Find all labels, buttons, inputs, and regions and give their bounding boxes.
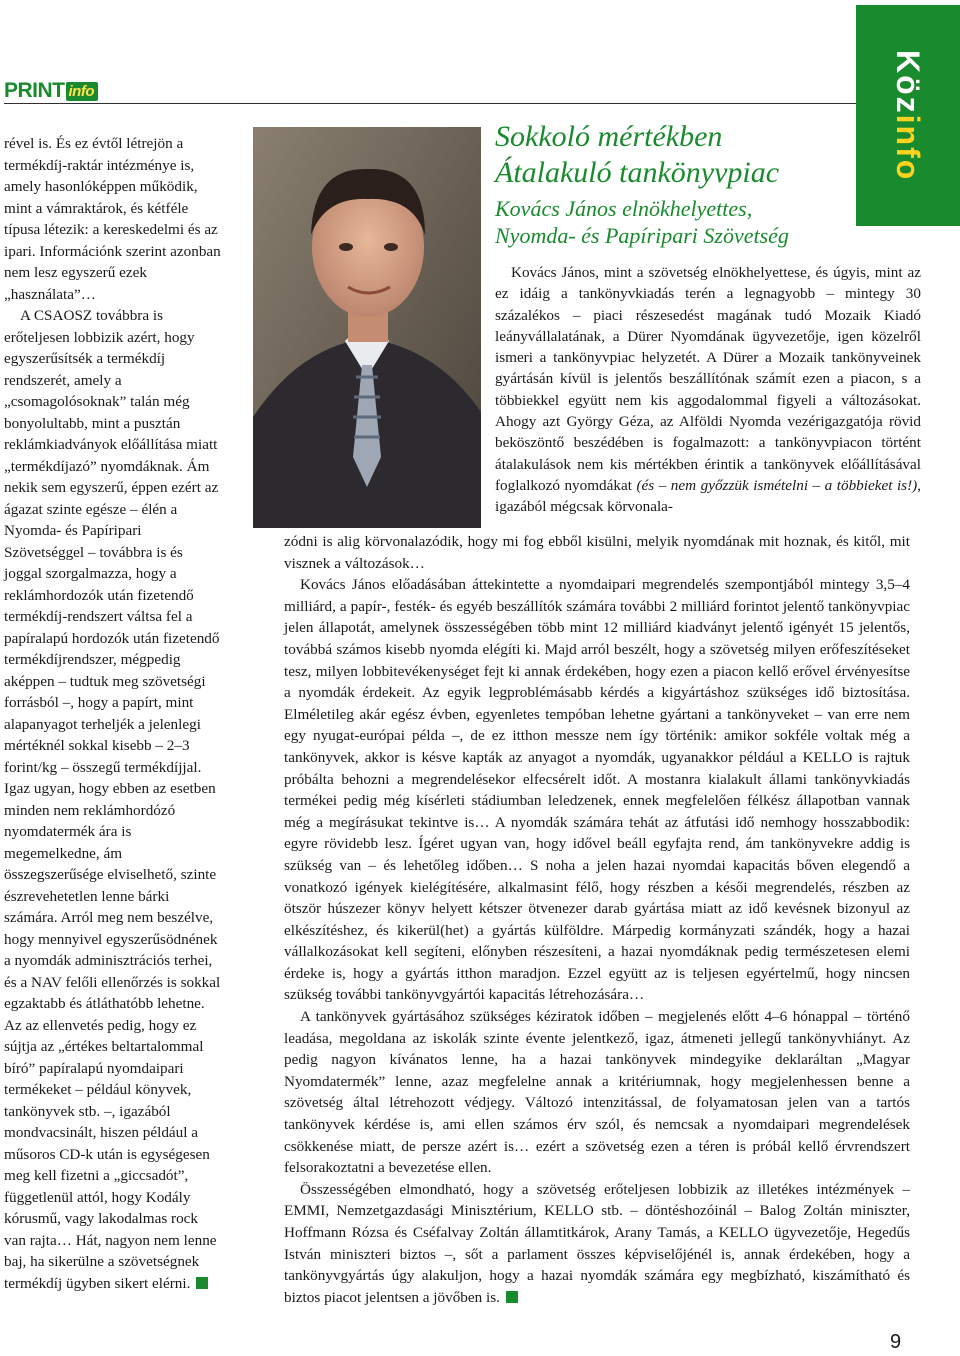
section-tab-part2: info — [890, 114, 926, 182]
left-column-paragraph-1: rével is. És ez évtől létrejön a termékdíj-raktár intézménye is, amely hasonlóképpen működik, mint a vámraktárok, és kétféle típusa létezik: a kereskedelmi és az ipari. Információnk szerint azonban nem lesz egyszerű ezek „használata”… — [4, 135, 221, 303]
logo-print-text: PRINT — [4, 79, 65, 102]
headline-subtitle-line-1: Kovács János elnökhelyettes, — [495, 196, 753, 221]
article-headline — [495, 119, 935, 249]
printinfo-logo — [4, 80, 98, 102]
lead-text-end: , igazából mégcsak körvonala- — [495, 476, 921, 516]
body-paragraph-3 — [284, 1179, 910, 1309]
article-body — [284, 531, 910, 1308]
logo-info-text: info — [66, 82, 99, 101]
body-paragraph-continued: zódni is alig körvonalazódik, hogy mi fog ebből kisülni, melyik nyomdának mit hoznak, és kitől, mit visznek a változások… — [284, 533, 910, 572]
body-paragraph-1: Kovács János előadásában áttekintette a nyomdaipari megrendelés szempontjából mintegy 3,5–4 milliárd, a papír-, festék- és egyéb beszállítók számára további 2 milliárd forintot jelentő tankönyvpiac jelen állapotát, amelynek összességében több mint 12 milliárd kiadványt jelentő igényét 15 jelentős, továbbá számos kisebb nyomda elégíti ki. Majd arról beszélt, hogy a szövetség milyen erőfeszítéseket tesz, milyen lobbitevékenységet fejt ki annak érdekében, hogy ezen a piacon kellő erővel érvényesítse a nyomdák érdekeit. Az egyik legproblémásabb kérdés a kigyártáshoz szükséges idő biztosítása. Elméletileg akár egész évben, egyenletes tempóban lehetne gyártani a tankönyveket – van erre nem egy nyugat-európai példa –, de ez itthon messze nem így történik: amikor sokféle voltak még a tankönyvek, akkor is késve kapták az anyagot a nyomdák, ugyanakkor például a KELLO is rajtuk próbálta behozni a megrendelésekor elfecsérelt időt. A mostanra kialakult állami tankönyvkiadás termékei pedig még kísérleti stádiumban leledzenek, ennek megfelelően félkész állapotban vannak még a megírásukat tekintve is… A nyomdák számára tehát az átfutási idő nemhogy hosszabbodik: egyre rövidebb lesz. Ígéret ugyan van, hogy idővel beáll egyfajta rend, ám tankönyvekre addig is szükség van – és lehetőleg időben… S noha a jelen hazai nyomdai kapacitás bőven elegendő a vonatkozó igények kielégítésére, alkalmasint félő, hogy részben a késői megrendelés, részben az ötször húszezer könyv helyett kétszer ötvenezer darab gyártása miatt az idő kevésnek bizonyul az elkészítéshez, és kikerül(het) a gyártás külföldre. Márpedig kormányzati szándék, hogy a hazai vállalkozásokat kell segíteni, előnyben részesíteni, a hazai nyomdáknak pedig természetesen elemi érdeke is, hogy a gyártás itthon maradjon. Ezzel együtt az is teljesen egyértelmű, hogy nincsen szükség további tankönyvgyártói kapacitás létrehozására… — [284, 576, 910, 1004]
left-column-paragraph-2 — [4, 305, 222, 1294]
header-rule — [4, 103, 950, 104]
headline-title-line-2: Átalakuló tankönyvpiac — [495, 156, 780, 189]
headline-subtitle-line-2: Nyomda- és Papíripari Szövetség — [495, 223, 789, 248]
body-paragraph-3-text: Összességében elmondható, hogy a szövetség erőteljesen lobbizik az illetékes intézmények – EMMI, Nemzetgazdasági Minisztérium, KELLO stb. – döntéshozóinál – Balog Zoltán miniszter, Hoffmann Rózsa és Cséfalvay Zoltán államtitkárok, Arany Tamás, a KELLO ügyvezetője, Hegedűs István miniszteri biztos –, sőt a parlament összes képviselőjénél is, annak érdekében, hogy a tankönyvgyártás úgy alakuljon, hogy a hazai nyomdák számára egy megbízható, kiszámítható és biztos piacot jelentsen a jövőben is. — [284, 1180, 910, 1306]
portrait-illustration — [253, 127, 481, 528]
body-paragraph-2: A tankönyvek gyártásához szükséges kéziratok időben – megjelenés előtt 4–6 hónappal – történő leadása, megoldana az iskolák szinte évente jelentkező, igaz, átmeneti jellegű tankönyvhiányt. Az pedig nagyon kívánatos lenne, ha a hazai tankönyvek mindegyike deklaráltan „Magyar Nyomdatermék” lenne, azaz megfelelne annak a kritériumnak, hogy megjelenhessen benne a szövetség által létrehozott védjegy. Változó intenzitással, de folyamatosan jelen van a tartós tankönyvek kérdése is, ami ellen számos érv szól, és nemcsak a nyomdaipari megrendelések csökkenése miatt, de persze azért is… ezért a szövetség ezen a téren is próbál kellő érvrendszert felsorakoztatni a bevezetése ellen. — [284, 1008, 910, 1177]
portrait-photo — [253, 127, 481, 528]
section-tab-part1: Köz — [890, 49, 926, 115]
left-column — [4, 133, 222, 1294]
lead-italic-remark: (és – nem győzzük ismételni – a többieket is!) — [636, 476, 918, 494]
lead-text: Kovács János, mint a szövetség elnökhelyettese, és úgyis, mint az ez idáig a tankönyvkiadás terén a legnagyobb – mintegy 30 százalékos – piaci részesedést magának tudó Mozaik Kiadó leányvállalatának, a Dürer Nyomdának ügyvezetője, igen közelről ismeri a tankönyvpiac helyzetét. A Dürer a Mozaik tankönyveinek gyártásán kívül is jelentős beszállítónak számít ezen a piacon, s a többiekkel együtt nem kis aggodalommal figyeli a változásokat. Ahogy azt György Géza, az Alföldi Nyomda vezérigazgatója rövid beköszöntő beszédében is fogalmazott: a tankönyvpiacon történt átalakulások nem kis mértékben érintik a tankönyvek előállításával foglalkozó nyomdákat — [495, 264, 921, 494]
page-number: 9 — [890, 1331, 902, 1353]
article-end-mark — [196, 1277, 208, 1289]
left-column-paragraph-2-text: A CSAOSZ továbbra is erőteljesen lobbizik azért, hogy egyszerűsítsék a termékdíj rendszerét, amely a „csomagolósoknak” talán még bonyolultabb, mint a pusztán reklámkiadványok előállítása miatt „termékdíjazó” nyomdáknak. Ám nekik sem egyszerű, éppen ezért az ágazat szinte egésze – élén a Nyomda- és Papíripari Szövetséggel – továbbra is és joggal szorgalmazza, hogy a reklámhordozók után fizetendő termékdíj-rendszert váltsa fel a papíralapú hordozók után fizetendő termékdíjrendszer, mégpedig aképpen – tudtuk meg szövetségi forrásból –, hogy a papírt, mint alapanyagot terheljék a jelenlegi mértéknél sokkal kisebb – 2–3 forint/kg – összegű termékdíjjal. Igaz ugyan, hogy ebben az esetben minden nem reklámhordózó nyomdatermék ára is megemelkedne, ám összegszerűsége elviselhető, szinte észrevehetetlen lenne bárki számára. Arról meg nem beszélve, hogy mennyivel egyszerűsödnének a nyomdák adminisztrációs terhei, és a NAV felőli ellenőrzés is sokkal egzaktabb és átláthatóbb lehetne. Az az ellenvetés pedig, hogy ez sújtja az „értékes beltartalommal bíró” papíralapú nyomdaipari termékeket – például könyvek, tankönyvek stb. –, igazából mondvacsinált, hiszen például a műsoros CD-k után is egységesen meg kell fizetni a „giccsadót”, függetlenül attól, hogy Kodály kórusmű, vagy lakodalmas rock van rajta… Hát, nagyon nem lenne baj, ha sikerülne a szövetségnek termékdíj ügyben sikert elérni. — [4, 307, 221, 1292]
headline-title-line-1: Sokkoló mértékben — [495, 120, 723, 153]
article-end-mark — [506, 1291, 518, 1303]
lead-paragraph — [495, 262, 921, 518]
